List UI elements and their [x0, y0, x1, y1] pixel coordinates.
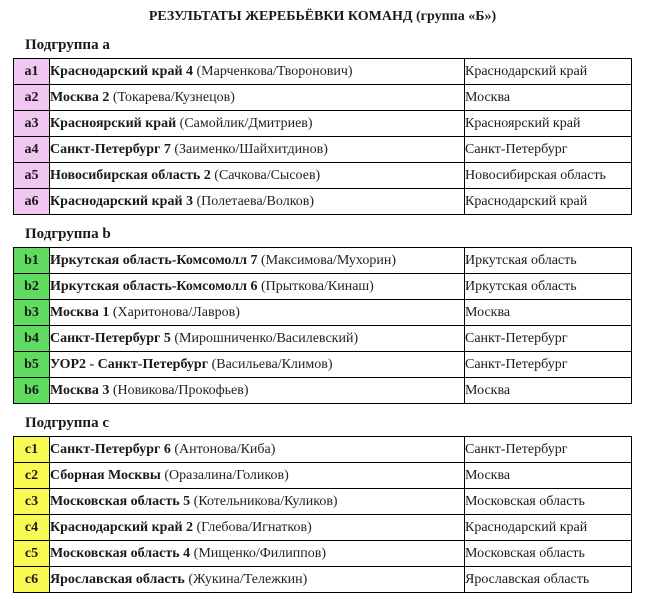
table-row: [14, 274, 632, 300]
team-code: a6: [14, 189, 50, 215]
team-players: (Сачкова/Сысоев): [214, 167, 321, 183]
team-players: (Мищенко/Филиппов): [193, 545, 327, 561]
team-region: Санкт-Петербург: [465, 326, 632, 352]
team-players: (Полетаева/Волков): [196, 193, 315, 209]
team-cell: [50, 85, 465, 111]
team-code: a4: [14, 137, 50, 163]
team-name: Санкт-Петербург 5: [50, 330, 171, 346]
subgroup-section-b: [13, 225, 632, 404]
subgroup-heading-b: Подгруппа b: [25, 226, 111, 242]
subgroup-section-a: [13, 36, 632, 215]
team-region: Санкт-Петербург: [465, 352, 632, 378]
team-cell: [50, 541, 465, 567]
team-players: (Марченкова/Творонович): [196, 63, 353, 79]
table-row: [14, 300, 632, 326]
team-players: (Васильева/Климов): [211, 356, 333, 372]
team-cell: [50, 59, 465, 85]
team-region: Москва: [465, 300, 632, 326]
team-name: Красноярский край: [50, 115, 177, 131]
team-name: Ярославская область: [50, 571, 185, 587]
team-code: c2: [14, 463, 50, 489]
team-code: a2: [14, 85, 50, 111]
table-row: [14, 248, 632, 274]
team-code: c6: [14, 567, 50, 593]
team-name: Краснодарский край 2: [50, 519, 194, 535]
team-region: Иркутская область: [465, 248, 632, 274]
team-region: Новосибирская область: [465, 163, 632, 189]
team-region: Краснодарский край: [465, 59, 632, 85]
team-cell: [50, 137, 465, 163]
team-name: Краснодарский край 4: [50, 63, 194, 79]
team-players: (Оразалина/Голиков): [164, 467, 289, 483]
team-cell: [50, 163, 465, 189]
team-region: Санкт-Петербург: [465, 137, 632, 163]
teams-table-b: [13, 247, 632, 404]
team-players: (Харитонова/Лавров): [112, 304, 240, 320]
team-code: b5: [14, 352, 50, 378]
team-code: b3: [14, 300, 50, 326]
team-name: Москва 3: [50, 382, 110, 398]
team-name: Московская область 4: [50, 545, 191, 561]
table-row: [14, 515, 632, 541]
team-code: c4: [14, 515, 50, 541]
team-region: Москва: [465, 85, 632, 111]
team-cell: [50, 300, 465, 326]
team-name: Краснодарский край 3: [50, 193, 194, 209]
team-region: Московская область: [465, 489, 632, 515]
table-row: [14, 189, 632, 215]
team-cell: [50, 515, 465, 541]
subgroup-section-c: [13, 414, 632, 593]
table-row: [14, 541, 632, 567]
table-row: [14, 437, 632, 463]
team-region: Краснодарский край: [465, 189, 632, 215]
team-cell: [50, 274, 465, 300]
table-row: [14, 567, 632, 593]
team-region: Ярославская область: [465, 567, 632, 593]
team-cell: [50, 111, 465, 137]
team-cell: [50, 437, 465, 463]
team-name: Москва 2: [50, 89, 110, 105]
team-region: Красноярский край: [465, 111, 632, 137]
team-cell: [50, 248, 465, 274]
team-name: Москва 1: [50, 304, 110, 320]
team-name: УОР2 - Санкт-Петербург: [50, 356, 209, 372]
team-code: b2: [14, 274, 50, 300]
team-name: Санкт-Петербург 7: [50, 141, 171, 157]
table-row: [14, 137, 632, 163]
team-name: Сборная Москвы: [50, 467, 161, 483]
team-code: a1: [14, 59, 50, 85]
teams-table-c: [13, 436, 632, 593]
team-code: b6: [14, 378, 50, 404]
team-name: Московская область 5: [50, 493, 191, 509]
team-region: Краснодарский край: [465, 515, 632, 541]
table-row: [14, 489, 632, 515]
team-players: (Жукина/Тележкин): [188, 571, 308, 587]
subgroup-heading-a: Подгруппа a: [25, 37, 110, 53]
team-code: b4: [14, 326, 50, 352]
team-cell: [50, 326, 465, 352]
team-players: (Самойлик/Дмитриев): [179, 115, 313, 131]
team-region: Москва: [465, 463, 632, 489]
teams-table-a: [13, 58, 632, 215]
team-players: (Котельникова/Куликов): [193, 493, 338, 509]
table-row: [14, 111, 632, 137]
table-row: [14, 85, 632, 111]
team-code: c3: [14, 489, 50, 515]
team-code: a5: [14, 163, 50, 189]
team-region: Москва: [465, 378, 632, 404]
team-cell: [50, 378, 465, 404]
team-cell: [50, 189, 465, 215]
subgroup-heading-c: Подгруппа c: [25, 415, 109, 431]
team-cell: [50, 489, 465, 515]
team-code: c1: [14, 437, 50, 463]
team-players: (Мирошниченко/Василевский): [174, 330, 359, 346]
team-players: (Токарева/Кузнецов): [112, 89, 235, 105]
team-cell: [50, 567, 465, 593]
team-name: Иркутская область-Комсомолл 7: [50, 252, 258, 268]
page-title: РЕЗУЛЬТАТЫ ЖЕРЕБЬЁВКИ КОМАНД (группа «Б»): [148, 9, 497, 24]
team-region: Московская область: [465, 541, 632, 567]
team-players: (Прыткова/Кинаш): [260, 278, 374, 294]
table-row: [14, 463, 632, 489]
team-players: (Заименко/Шайхитдинов): [174, 141, 328, 157]
team-players: (Глебова/Игнатков): [196, 519, 312, 535]
table-row: [14, 59, 632, 85]
table-row: [14, 352, 632, 378]
team-players: (Максимова/Мухорин): [260, 252, 397, 268]
team-name: Санкт-Петербург 6: [50, 441, 171, 457]
team-players: (Новикова/Прокофьев): [112, 382, 249, 398]
team-cell: [50, 352, 465, 378]
team-name: Иркутская область-Комсомолл 6: [50, 278, 258, 294]
team-code: b1: [14, 248, 50, 274]
team-region: Санкт-Петербург: [465, 437, 632, 463]
team-players: (Антонова/Киба): [174, 441, 276, 457]
table-row: [14, 163, 632, 189]
table-row: [14, 378, 632, 404]
team-code: c5: [14, 541, 50, 567]
team-name: Новосибирская область 2: [50, 167, 211, 183]
team-code: a3: [14, 111, 50, 137]
team-region: Иркутская область: [465, 274, 632, 300]
table-row: [14, 326, 632, 352]
team-cell: [50, 463, 465, 489]
